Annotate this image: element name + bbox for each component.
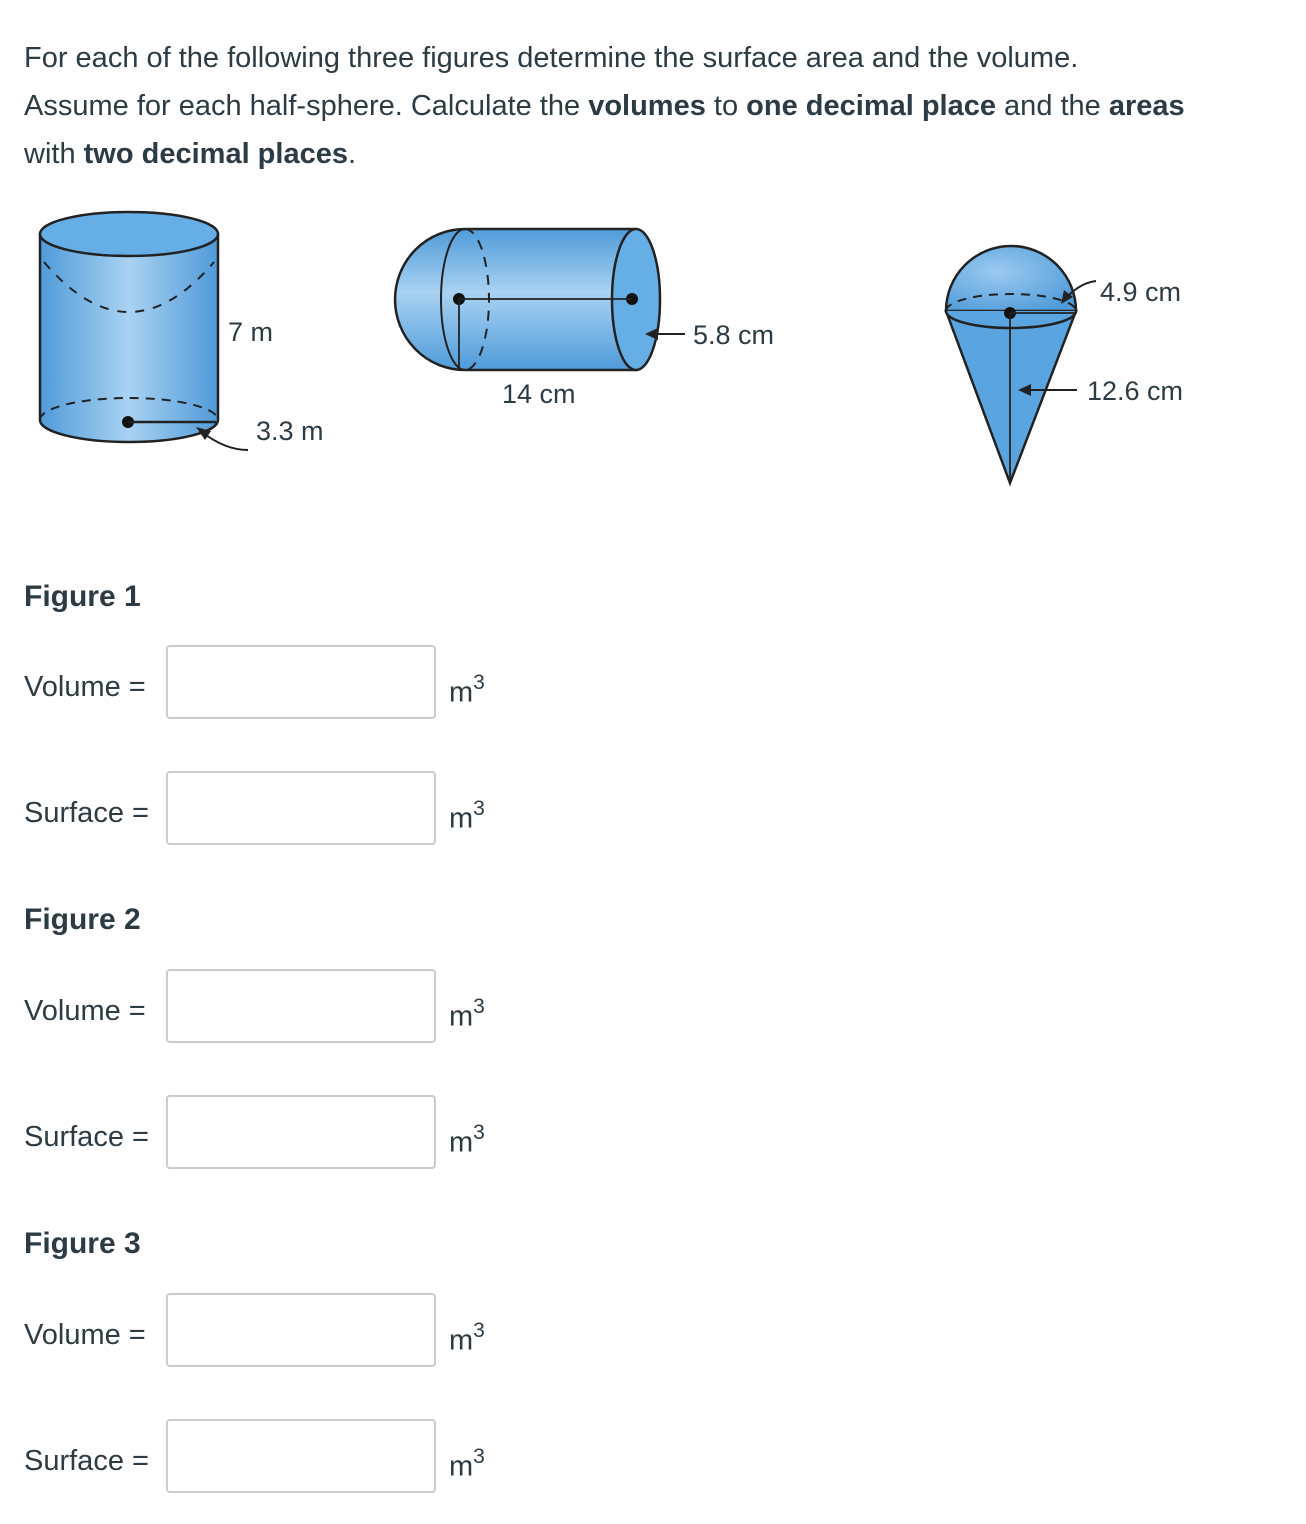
emphasis-areas: areas [1108,90,1185,122]
volume-label: Volume = [24,995,146,1027]
figure-3-volume-row [24,1293,624,1373]
volume-label: Volume = [24,671,146,703]
figure-3-surface-input[interactable] [166,1419,436,1493]
figure-1-volume-row [24,645,624,725]
unit-label: $m^3$ [449,1121,485,1159]
surface-label: Surface = [24,797,149,829]
emphasis-volumes: volumes [588,90,706,122]
cone-radius-label: 4.9 cm [1100,277,1182,307]
unit-label: $m^3$ [449,1445,485,1483]
figure-3-surface-row [24,1419,624,1499]
unit-label: $m^3$ [449,797,485,835]
instructions-text: Assume for each half-sphere. Calculate the [24,90,589,122]
surface-label: Surface = [24,1445,149,1477]
emphasis-two-decimals: two decimal places [83,138,348,170]
unit-label: $m^3$ [449,1319,485,1357]
volume-label: Volume = [24,1319,146,1351]
figure-3-volume-input[interactable] [166,1293,436,1367]
figure-1-heading: Figure 1 [24,580,141,613]
figure-2-surface-row [24,1095,624,1175]
figure-3-heading: Figure 3 [24,1227,141,1260]
capsule-length-label: 14 cm [502,379,576,409]
figure-1-volume-input[interactable] [166,645,436,719]
cylinder-shape [40,212,248,450]
figures-illustration [0,200,1306,520]
cone-height-label: 12.6 cm [1087,376,1184,406]
capsule-shape [395,229,685,370]
surface-label: Surface = [24,1121,149,1153]
instructions-text: and the [996,90,1109,122]
cylinder-radius-label: 3.3 m [256,416,324,446]
instructions-text: to [705,90,747,122]
figure-2-volume-input[interactable] [166,969,436,1043]
figure-1-surface-row [24,771,624,851]
figure-2-heading: Figure 2 [24,903,141,936]
emphasis-one-decimal: one decimal place [746,90,996,122]
instructions-text: with [24,138,84,170]
unit-label: $m^3$ [449,671,485,709]
instructions-line-1: For each of the following three figures determine the surface area and the volume. [24,42,1079,74]
unit-label: $m^3$ [449,995,485,1033]
cone-shape [946,246,1096,483]
cylinder-height-label: 7 m [228,317,274,347]
instructions-text: . [347,138,357,170]
figure-2-surface-input[interactable] [166,1095,436,1169]
figure-1-surface-input[interactable] [166,771,436,845]
figure-2-volume-row [24,969,624,1049]
capsule-radius-label: 5.8 cm [693,320,775,350]
instructions [24,34,1284,178]
